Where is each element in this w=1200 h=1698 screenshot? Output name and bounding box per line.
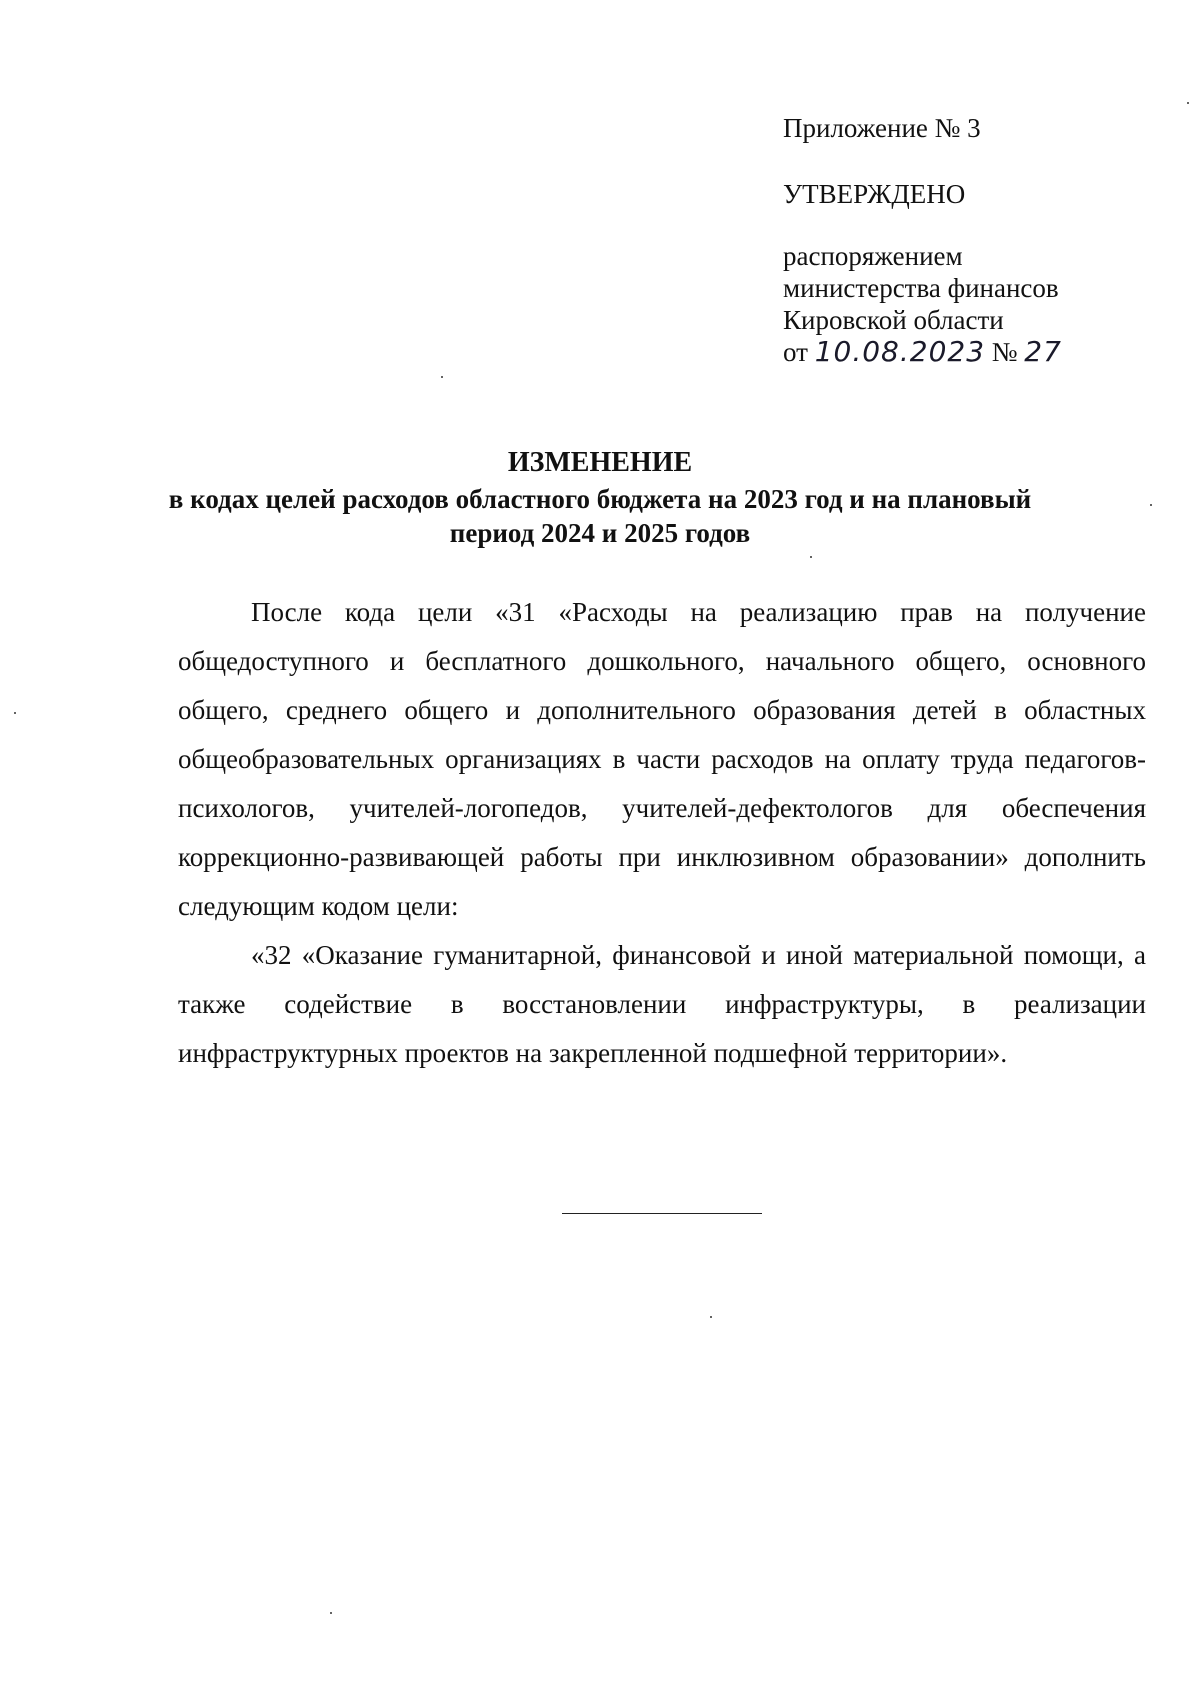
scan-speck (710, 1316, 712, 1318)
number-sign: № (991, 337, 1018, 367)
title-subheading-line-2: период 2024 и 2025 годов (449, 518, 751, 548)
order-line-1: распоряжением (783, 241, 963, 271)
scan-speck (810, 556, 812, 558)
handwritten-date: 10.08.2023 (814, 335, 986, 368)
order-date-line (783, 336, 1163, 368)
scan-speck (441, 376, 443, 378)
approved-label: УТВЕРЖДЕНО (783, 179, 966, 209)
appendix-number: Приложение № 3 (783, 113, 981, 143)
title-heading: ИЗМЕНЕНИЕ (507, 447, 693, 478)
order-line-2: министерства финансов (783, 273, 1059, 303)
scan-speck (1150, 504, 1152, 506)
scan-speck (330, 1612, 332, 1614)
end-separator-line (562, 1213, 762, 1214)
order-line-3: Кировской области (783, 305, 1004, 335)
title-subheading-line-1: в кодах целей расходов областного бюджета на 2023 год и на плановый (168, 484, 1032, 514)
scan-speck (14, 712, 16, 714)
scan-speck (1187, 102, 1189, 104)
document-title (150, 446, 1050, 550)
date-prefix: от (783, 337, 808, 367)
document-body (178, 588, 1146, 1078)
body-paragraph-1: После кода цели «31 «Расходы на реализацию прав на получение общедоступного и бесплатного дошкольного, начального общего, основного общего, среднего общего и дополнительного образования детей в областных общеобразовательных организациях в части расходов на оплату труда педагогов-психологов, учителей-логопедов, учителей-дефектологов для обеспечения коррекционно-развивающей работы при инклюзивном образовании» дополнить следующим кодом цели: (178, 597, 1146, 921)
body-paragraph-2: «32 «Оказание гуманитарной, финансовой и иной материальной помощи, а также содействие в восстановлении инфраструктуры, в реализации инфраструктурных проектов на закрепленной подшефной территории». (178, 940, 1146, 1068)
approval-stamp-block (783, 112, 1163, 368)
handwritten-number: 27 (1024, 335, 1062, 368)
